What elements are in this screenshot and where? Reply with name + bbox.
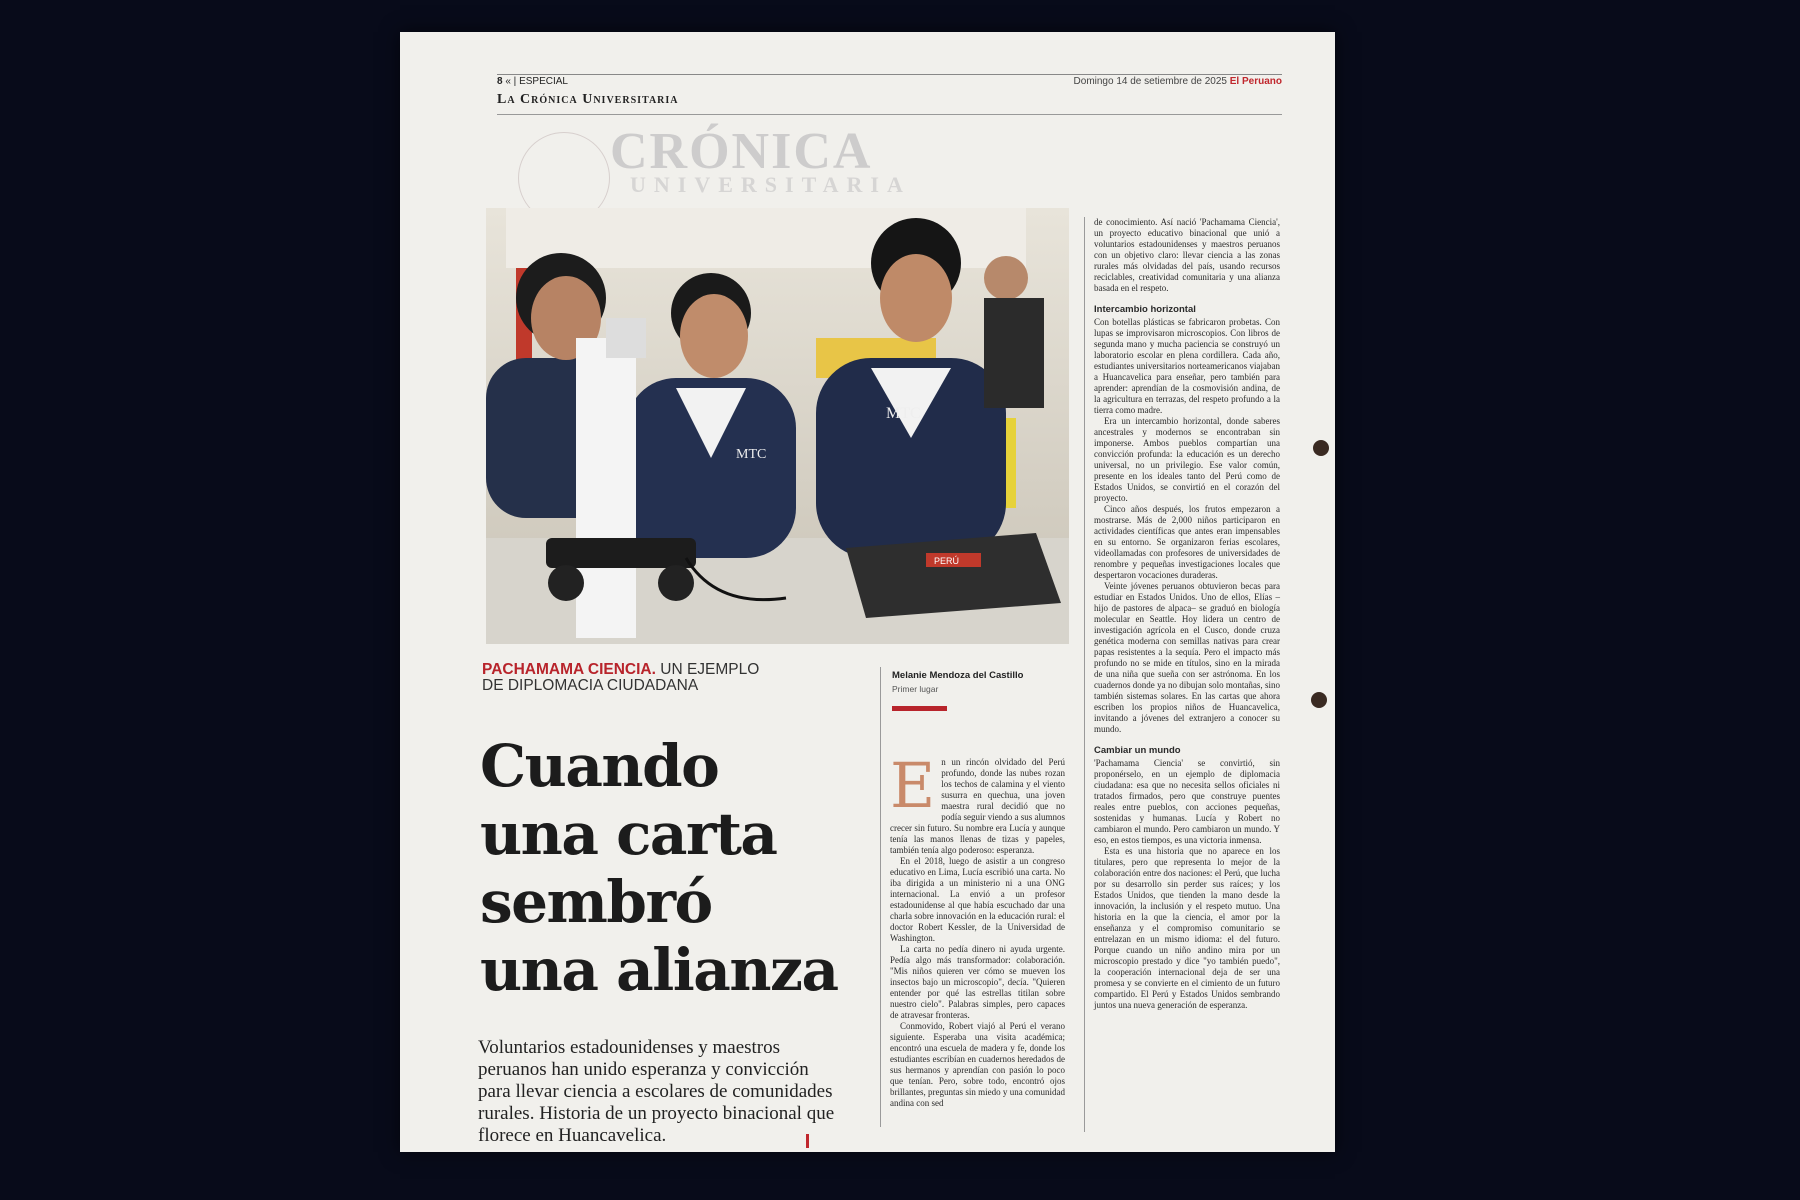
newspaper-page [400, 32, 1335, 1152]
paragraph: En el 2018, luego de asistir a un congreso educativo en Lima, Lucía escribió una carta. No iba dirigida a un ministerio ni a una ONG internacional. La envió a un profesor estadounidense al que había escuchado dar una charla sobre innovación en la educación rural: el doctor Robert Kessler, de la Universidad de Washington. [890, 856, 1065, 943]
print-mark [806, 1134, 809, 1148]
subheading-intercambio: Intercambio horizontal [1094, 304, 1196, 315]
paragraph: Esta es una historia que no aparece en los titulares, pero que representa lo mejor de la colaboración entre dos naciones: el Perú, que lucha por su desarrollo sin perder sus raíces; y los Estados Unidos, que tienden la mano desde la innovación, la inclusión y el respeto mutuo. Una historia en la que la ciencia, el amor por la enseñanza y el compromiso comunitario se entrelazan en un mismo idioma: el del futuro. Porque cuando un niño andino mira por un microscopio prestado y dice "yo también puedo", la cooperación internacional deja de ser una promesa y se convierte en el cimiento de un futuro compartido. El Perú y Estados Unidos sembrando juntos una nueva generación de esperanza. [1094, 846, 1280, 1010]
uniform-emblem: MTC [886, 405, 921, 422]
body-column-1 [890, 749, 1065, 1109]
header-rule [497, 74, 1282, 75]
drop-cap: E [890, 749, 936, 822]
paragraph: de conocimiento. Así nació 'Pachamama Ciencia', un proyecto educativo binacional que unió a voluntarios estadounidenses y maestros peruanos con un objetivo claro: llevar ciencia a las zonas rurales más olvidadas del país, usando recursos reciclables, creatividad comunitaria y una alianza basada en el respeto. [1094, 217, 1280, 293]
page-number-label: 8 « | ESPECIAL [497, 76, 568, 87]
issue-date: Domingo 14 de setiembre de 2025 [1073, 76, 1227, 87]
binder-hole [1313, 440, 1329, 456]
paragraph: La carta no pedía dinero ni ayuda urgente. Pedía algo más transformador: colaboración. "Mis niños quieren ver cómo se mueven los insectos bajo un microscopio", decía. "Quieren entender por qué las estrellas titilan sobre nuestro cielo". Palabras simples, pero capaces de atravesar fronteras. [890, 944, 1065, 1020]
paragraph: Conmovido, Robert viajó al Perú el verano siguiente. Esperaba una visita académica; encontró una escuela de madera y fe, donde los estudiantes escribían en cuadernos heredados de sus hermanos y aprendían con pasión lo poco que tenían. Pero, sobre todo, encontró ojos brillantes, preguntas sin miedo y una comunidad andina con sed [890, 1021, 1065, 1108]
column-rule [880, 667, 881, 1127]
subheading-cambiar: Cambiar un mundo [1094, 745, 1181, 756]
body-column-2 [1094, 217, 1280, 1011]
paragraph: Cinco años después, los frutos empezaron a mostrarse. Más de 2,000 niños participaron en actividades científicas que antes eran impensables en su entorno. Se organizaron ferias escolares, videollamadas con profesores de universidades de renombre y pequeñas investigaciones locales que despertaron vocaciones duraderas. [1094, 504, 1280, 580]
article-dek: Voluntarios estadounidenses y maestros peruanos han unido esperanza y convicción para llevar ciencia a escolares de comunidades rurales. Historia de un proyecto binacional que florece en Huancavelica. [478, 1037, 835, 1146]
section-rule [497, 114, 1282, 115]
byline [892, 670, 1067, 711]
paragraph: Era un intercambio horizontal, donde saberes ancestrales y modernos se encontraban sin imponerse. Ambos pueblos compartían una convicción profunda: la educación es un derecho universal, no un privilegio. Ese valor común, presente en los ideales tanto del Perú como de Estados Unidos, se convirtió en el corazón del proyecto. [1094, 416, 1280, 503]
section-tag: ESPECIAL [519, 76, 568, 87]
paragraph: 'Pachamama Ciencia' se convirtió, sin proponérselo, en un ejemplo de diplomacia ciudadana: esa que no necesita sellos oficiales ni tratados firmados, pero que construye puentes reales entre pueblos, con acciones pequeñas, sostenidas y humanas. Lucía y Robert no cambiaron el mundo. Pero cambiaron un mundo. Y eso, en estos tiempos, es una victoria inmensa. [1094, 758, 1280, 845]
paragraph-text: n un rincón olvidado del Perú profundo, donde las nubes rozan los techos de calamina y el viento susurra en quechua, una joven maestra rural decidió que no podía seguir viendo a sus alumnos crecer sin futuro. Su nombre era Lucía y aunque tenía las manos llenas de tizas y papeles, también tenía algo poderoso: esperanza. [890, 757, 1065, 855]
paragraph [890, 749, 1065, 856]
author-role: Primer lugar [892, 684, 939, 694]
kicker-text: UN EJEMPLO DE DIPLOMACIA CIUDADANA [482, 661, 760, 694]
section-title: La Crónica Universitaria [497, 92, 679, 107]
uniform-emblem-2: MTC [736, 447, 767, 462]
article-photo [486, 208, 1069, 644]
page-number: 8 [497, 76, 503, 87]
show-through-text: CRÓNICA [610, 123, 873, 180]
article-kicker [482, 662, 772, 694]
brand-logo: El Peruano [1229, 76, 1282, 87]
accent-bar [892, 706, 947, 711]
article-headline: Cuando una carta sembró una alianza [480, 732, 838, 1004]
binder-hole [1311, 692, 1327, 708]
laptop-sticker-text: PERÚ [934, 556, 960, 566]
paragraph: Veinte jóvenes peruanos obtuvieron becas para estudiar en Estados Unidos. Uno de ellos, Elías –hijo de pastores de alpaca– se graduó en biología molecular en Seattle. Hoy lidera un centro de investigación agrícola en el Cusco, donde cruza genética moderna con semillas nativas para crear papas resistentes a la sequía. Pero el impacto más profundo no se mide en títulos, sino en la mirada de una niña que sueña con ser astrónoma. En los cuadernos donde ya no dibujan solo montañas, sino también sistemas solares. En las cartas que ahora escriben los propios niños de Huancavelica, invitando a jóvenes del extranjero a conocer su mundo. [1094, 581, 1280, 734]
kicker-highlight: PACHAMAMA CIENCIA. [482, 661, 656, 678]
paragraph: Con botellas plásticas se fabricaron probetas. Con lupas se improvisaron microscopios. Con libros de segunda mano y mucha paciencia se construyó un laboratorio escolar en plena cordillera. Cada año, estudiantes universitarios norteamericanos viajaban a Huancavelica para enseñar, pero también para aprender: aprendían de la cosmovisión andina, de la agricultura en terrazas, del respeto profundo a la tierra como madre. [1094, 317, 1280, 415]
show-through-text-2: UNIVERSITARIA [630, 172, 911, 197]
issue-date-line [1074, 76, 1282, 87]
column-rule-2 [1084, 217, 1085, 1132]
author-name: Melanie Mendoza del Castillo [892, 670, 1024, 681]
classroom-photo-illustration [486, 208, 1069, 644]
